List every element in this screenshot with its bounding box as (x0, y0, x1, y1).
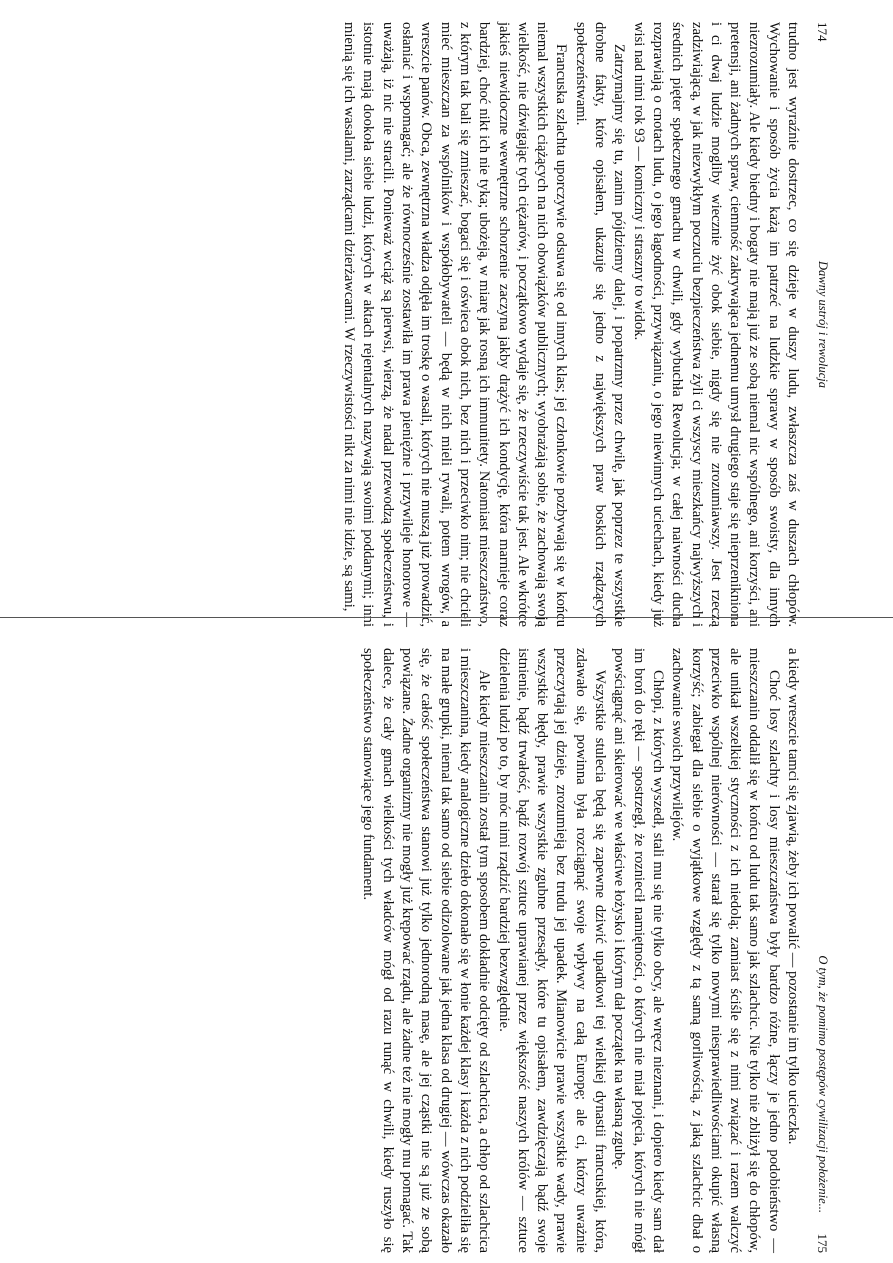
left-running-head (808, 22, 830, 627)
right-running-title: O tym, że pomimo postępów cywilizacji położenie... (816, 955, 830, 1213)
paragraph: Choć losy szlachty i losy mieszczaństwa były bardzo różne, łączy je jedno podobieństwo — mieszczanin oddalił się w końcu od ludu tak samo jak szlachcic. Nie tylko nie zbliżył się do chłopów, ale unikał wszelkiej styczności z ich niedolą; zamiast ściśle się z nimi związać i razem walczyć przeciwko wspólnej nierówności — starał się tylko nowymi niesprawiedliwościami okupić własną korzyść; zabiegał dla siebie o wyjątkowe względy z tą samą gorliwością, z jaką szlachcic dbał o zachowanie swoich przywilejów. (669, 648, 782, 1253)
paragraph: trudno jest wyraźnie dostrzec, co się dzieje w duszy ludu, zwłaszcza zaś w duszach chłopów. Wychowanie i sposób życia każą im patrzeć na ludzkie sprawy w sposób swoisty, dla innych niezrozumiały. Ale kiedy biedny i bogaty nie mają już ze sobą niemal nic wspólnego, ani korzyści, ani pretensji, ani żadnych spraw, ciemność zakrywająca jednemu umysł drugiego staje się nieprzenikniona i ci dwaj ludzie mogliby wiecznie żyć obok siebie, nigdy się nie zrozumiawszy. Jest rzeczą zadziwiającą, w jak niezwykłym poczuciu bezpieczeństwa żyli ci wszyscy mieszkańcy najwyższych i średnich pięter społecznego gmachu w chwili, gdy wybuchła Rewolucja; w całej naiwności ducha rozprawiają o cnotach ludu, o jego łagodności, przywiązaniu, o jego niewinnych uciechach, kiedy już wisi nad nimi rok 93 — komiczny i straszny to widok. (630, 22, 801, 627)
right-running-head (808, 648, 830, 1253)
left-body-text (339, 22, 802, 627)
paragraph: Ale kiedy mieszczanin został tym sposobem dokładnie odcięty od szlachcica, a chłop od szlachcica i mieszczanina, kiedy analogiczne dzieło dokonało się w łonie każdej klasy i każda z nich podzieliła się na małe grupki, niemal tak samo od siebie odizolowane jak jedna klasa od drugiej — wówczas okazało się, że całość społeczeństwa stanowi już tylko jednorodną masę, ale jej cząstki nie są już ze sobą powiązane. Żadne organizmy nie mogły już krępować rządu, ale żadne też nie mogły mu pomagać. Tak dalece, że cały gmach wielkości tych władców mógł od razu runąć w chwili, kiedy ruszyło się społeczeństwo stanowiące jego fundament. (360, 648, 493, 1254)
left-page-number: 174 (815, 22, 830, 42)
paragraph: Francuska szlachta uporczywie odsuwa się od innych klas; jej członkowie pozbywają się w końcu niemal wszystkich ciążących na nich obowiązków publicznych; wyobrażają sobie, że zachowają swoją wielkość, nie dźwigając tych ciężarów, i początkowo wydaje się, że rzeczywiście tak jest. Ale wkrótce jakieś niewidoczne wewnętrzne schorzenie zaczyna jakby drążyć ich kondycję, która marnieje coraz bardziej, choć nikt ich nie tyka; ubożeją, w miarę jak rosną ich immunitety. Natomiast mieszczaństwo, z którym tak bali się zmieszać, bogaci się i oświeca obok nich, bez nich i przeciwko nim; nie chcieli mieć mieszczan za wspólników i współobywateli — będą w nich mieli rywali, potem wrogów, a wreszcie panów. Obca, zewnętrzna władza odjęła im troskę o wasali, których nie muszą już prowadzić, osłaniać i wspomagać; ale że równocześnie zostawiła im prawa pieniężne i przywileje honorowe — uważają, iż nic nie stracili. Ponieważ wciąż są pierwsi, wierzą, że nadal przewodzą społeczeństwu, i istotnie mają dookoła siebie ludzi, których w aktach rejentalnych nazywają swoimi poddanymi; inni mienią się ich wasalami, zarządcami dzierżawcami. W rzeczywistości nikt za nimi nie idzie, są sami, (341, 22, 570, 627)
right-page (70, 648, 830, 1253)
right-body-text (358, 648, 802, 1253)
left-running-title: Dawny ustrój i rewolucja (816, 261, 830, 388)
page-divider (0, 617, 893, 618)
left-page (70, 22, 830, 627)
right-page-number: 175 (815, 1233, 830, 1253)
paragraph: Zatrzymajmy się tu, zanim pójdziemy dalej, i popatrzmy przez chwilę, jak poprzez te wszystkie drobne fakty, które opisałem, ukazuje się jedno z największych praw boskich rządzących społeczeństwami. (572, 22, 628, 627)
paragraph: a kiedy wreszcie tamci się zjawią, żeby ich powalić — pozostanie im tylko ucieczka. (785, 648, 801, 1145)
paragraph: Chłopi, z których wyszedł, stali mu się nie tylko obcy, ale wręcz nieznani, i dopiero kiedy sam dał im broń do ręki — spostrzegł, że rozniecił namiętności, o których nie miał pojęcia, których nie mógł powściągnąć ani skierować we właściwe łożysko i którym dał początek na własną zgubę. (611, 648, 666, 1253)
paragraph: Wszystkie stulecia będą się zapewne dziwić upadkowi tej wielkiej dynastii francuskiej, która, zdawało się, powinna była rozciągnąć swoje wpływy na całą Europę; ale ci, którzy uważnie przeczytają jej dzieje, zrozumieją bez trudu jej upadek. Mianowicie prawie wszystkie wady, prawie wszystkie błędy, prawie wszystkie zgubne przesądy, które tu opisałem, zawdzięczają bądź swoje istnienie, bądź trwałość, bądź rozwój sztuce uprawianej przez większość naszych królów — sztuce dzielenia ludzi po to, by móc nimi rządzić bardziej bezwzględnie. (495, 648, 609, 1253)
